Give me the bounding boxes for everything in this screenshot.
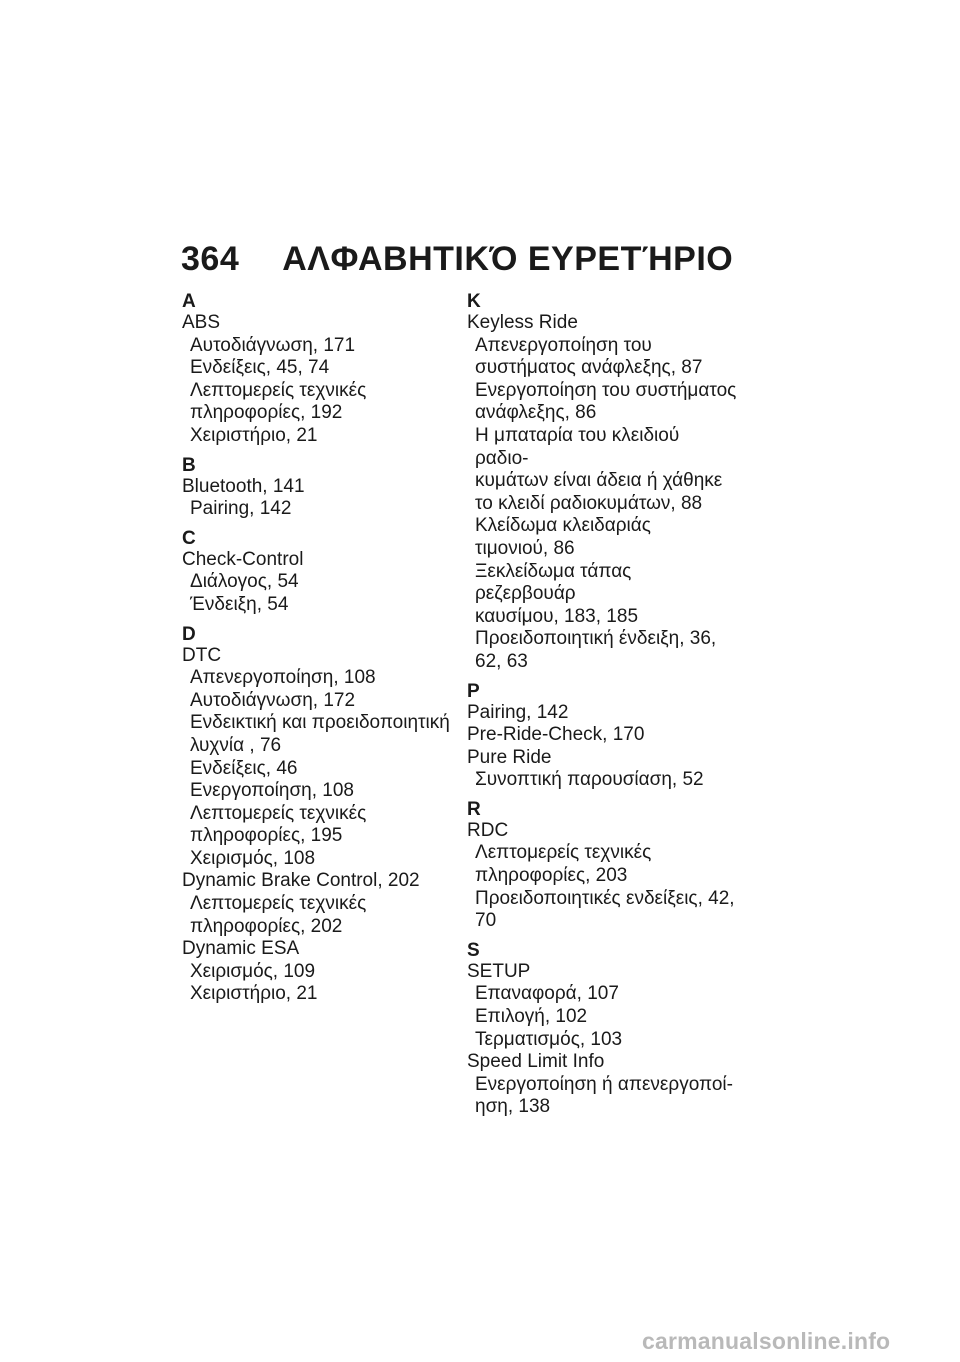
index-subentry: Ενδεικτική και προειδοποιητική: [190, 712, 450, 734]
index-letter: R: [467, 798, 481, 820]
index-letter: A: [182, 291, 196, 312]
index-letter: K: [467, 291, 481, 312]
index-term: Pre-Ride-Check, 170: [467, 724, 645, 746]
index-subentry: Ξεκλείδωμα τάπας ρεζερβουάρ: [475, 560, 632, 605]
index-subentry: ανάφλεξης, 86: [475, 402, 597, 424]
index-term: ABS: [182, 312, 221, 333]
page-title: ΑΛΦΑΒΗΤΙΚΌ ΕΥΡΕΤΉΡΙΟ: [282, 240, 734, 278]
index-subentry: Ενεργοποίηση ή απενεργοποί-: [475, 1073, 733, 1095]
page-header: [181, 240, 733, 280]
index-letter: C: [182, 527, 196, 549]
index-subentry: Χειρισμός, 108: [190, 847, 316, 869]
index-subentry: Η μπαταρία του κλειδιού ραδιο-: [475, 424, 680, 469]
index-subentry: κυμάτων είναι άδεια ή χάθηκε: [475, 470, 723, 492]
index-letter: S: [467, 939, 480, 961]
index-subentry: Χειριστήριο, 21: [190, 983, 318, 1005]
index-term: Check-Control: [182, 548, 304, 570]
index-subentry: Λεπτομερείς τεχνικές: [190, 379, 367, 401]
index-term: Bluetooth, 141: [182, 475, 305, 497]
index-subentry: τιμονιού, 86: [475, 537, 575, 559]
index-subentry: το κλειδί ραδιοκυμάτων, 88: [475, 492, 703, 514]
index-term: RDC: [467, 819, 509, 841]
index-subentry: καυσίμου, 183, 185: [475, 605, 639, 627]
watermark: carmanualsonline.info: [642, 1328, 891, 1354]
index-subentry: Κλείδωμα κλειδαριάς: [475, 515, 651, 537]
index-subentry: 70: [475, 910, 497, 932]
index-subentry: Λεπτομερείς τεχνικές: [190, 802, 367, 824]
index-subentry: Συνοπτική παρουσίαση, 52: [475, 769, 704, 791]
index-subentry: Απενεργοποίηση του: [475, 334, 652, 356]
index-subentry: Ενεργοποίηση του συστήματος: [475, 379, 737, 401]
index-subentry: ηση, 138: [475, 1096, 551, 1118]
index-column-left: [182, 292, 452, 1006]
index-letter: D: [182, 623, 196, 645]
index-term: Dynamic Brake Control, 202: [182, 870, 420, 892]
index-term: SETUP: [467, 960, 531, 982]
index-subentry: πληροφορίες, 195: [190, 825, 343, 847]
index-subentry: πληροφορίες, 202: [190, 915, 343, 937]
page-number: 364: [181, 240, 240, 278]
index-subentry: Προειδοποιητική ένδειξη, 36,: [475, 628, 717, 650]
index-subentry: Χειρισμός, 109: [190, 960, 316, 982]
index-subentry: Pairing, 142: [190, 498, 292, 520]
index-subentry: Διάλογος, 54: [190, 571, 299, 593]
index-subentry: Επαναφορά, 107: [475, 983, 619, 1005]
index-subentry: συστήματος ανάφλεξης, 87: [475, 357, 703, 379]
index-subentry: Ενδείξεις, 46: [190, 757, 298, 779]
index-term: Pure Ride: [467, 746, 552, 768]
index-subentry: Λεπτομερείς τεχνικές: [190, 893, 367, 915]
index-subentry: Επιλογή, 102: [475, 1006, 588, 1028]
index-subentry: πληροφορίες, 203: [475, 865, 628, 887]
index-letter: P: [467, 680, 480, 702]
index-subentry: Χειριστήριο, 21: [190, 424, 318, 446]
index-term: Speed Limit Info: [467, 1051, 605, 1073]
index-subentry: Προειδοποιητικές ενδείξεις, 42,: [475, 887, 735, 909]
index-term: DTC: [182, 644, 222, 666]
index-subentry: Ενδείξεις, 45, 74: [190, 357, 330, 379]
index-column-right: [467, 292, 737, 1119]
index-letter: B: [182, 454, 196, 476]
index-subentry: Αυτοδιάγνωση, 172: [190, 689, 356, 711]
index-term: Dynamic ESA: [182, 938, 300, 960]
index-subentry: Τερματισμός, 103: [475, 1028, 623, 1050]
index-term: Pairing, 142: [467, 701, 569, 723]
index-subentry: πληροφορίες, 192: [190, 402, 343, 424]
index-subentry: Αυτοδιάγνωση, 171: [190, 334, 356, 356]
index-term: Keyless Ride: [467, 312, 578, 333]
index-subentry: 62, 63: [475, 650, 528, 672]
index-subentry: Ένδειξη, 54: [190, 593, 289, 615]
index-subentry: Λεπτομερείς τεχνικές: [475, 842, 652, 864]
index-subentry: Ενεργοποίηση, 108: [190, 780, 354, 802]
index-subentry: λυχνία , 76: [190, 734, 282, 756]
index-subentry: Απενεργοποίηση, 108: [190, 667, 376, 689]
